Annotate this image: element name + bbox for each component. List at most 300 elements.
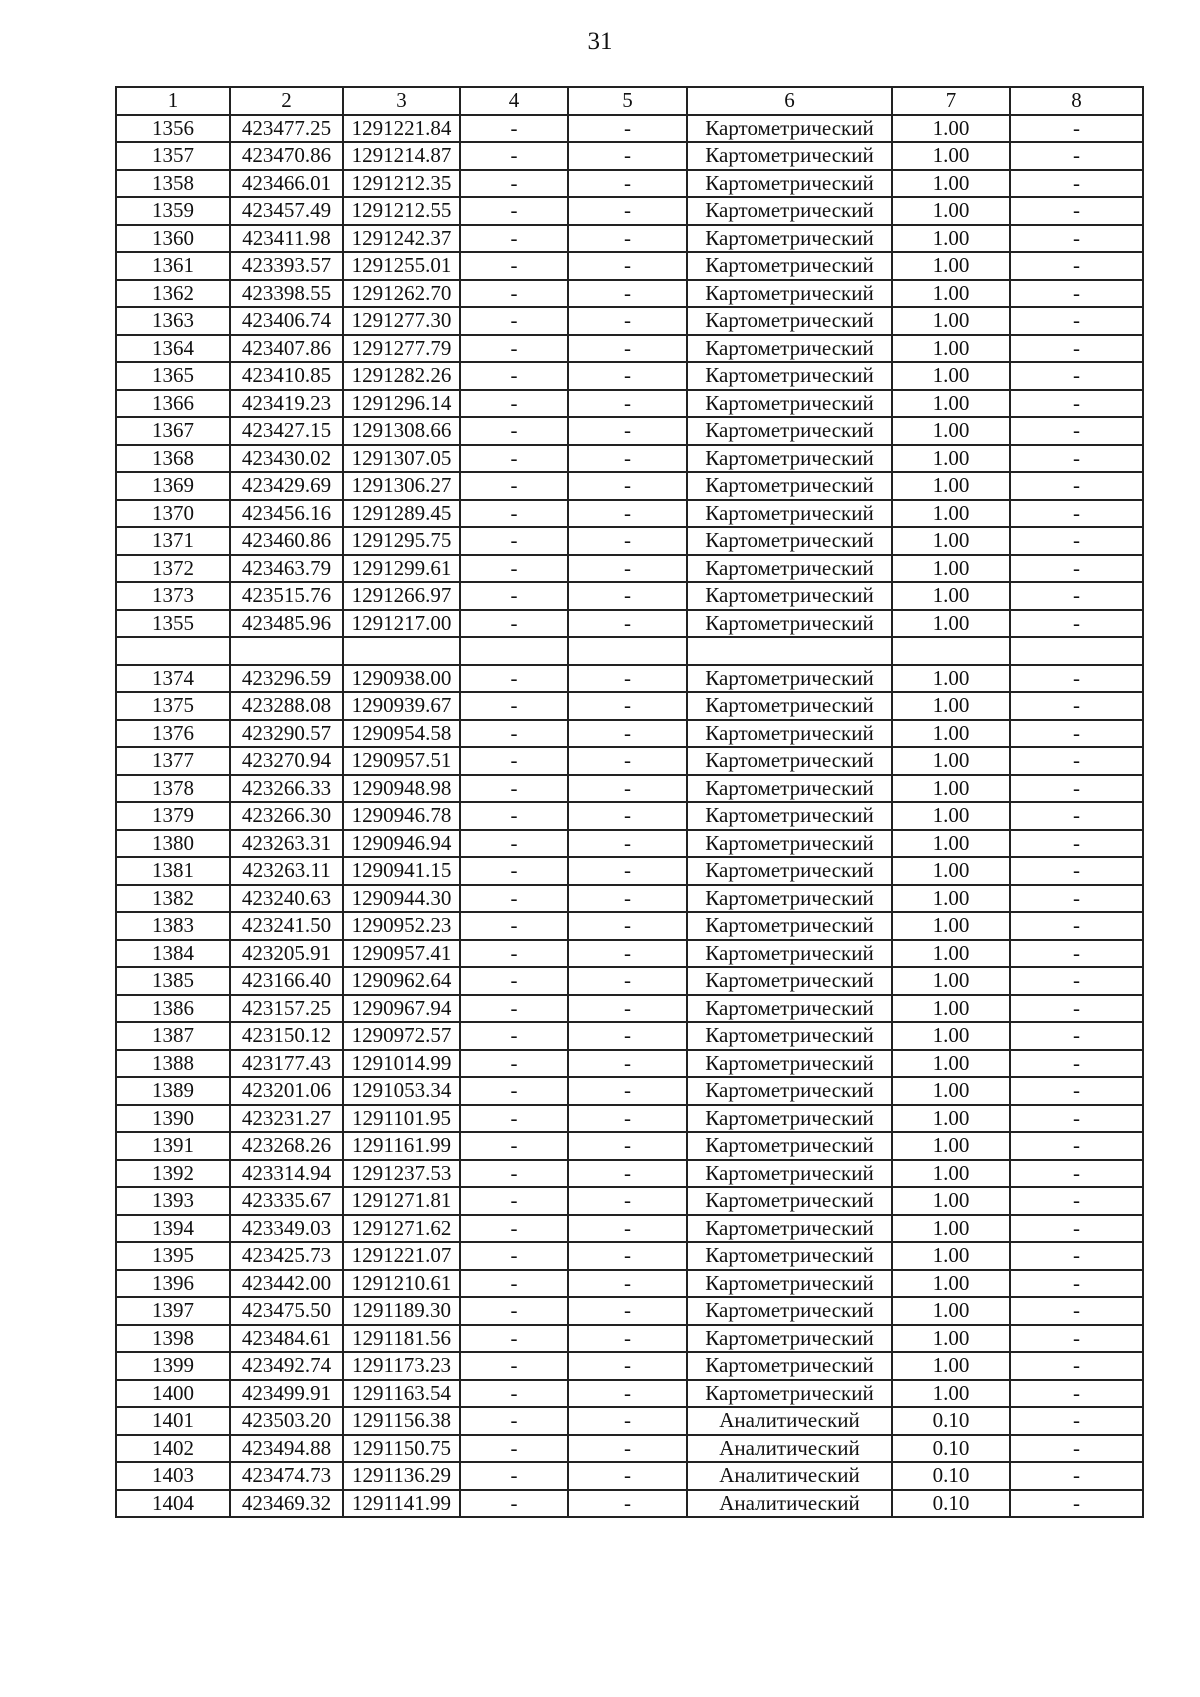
x-coordinate-cell: 423475.50 <box>230 1297 343 1325</box>
col4-cell: - <box>460 1325 568 1353</box>
x-coordinate-cell: 423266.33 <box>230 775 343 803</box>
table-row <box>116 857 1143 885</box>
y-coordinate-cell: 1290967.94 <box>343 995 460 1023</box>
y-coordinate-cell: 1291266.97 <box>343 582 460 610</box>
col5-cell: - <box>568 1380 687 1408</box>
table-row <box>116 1132 1143 1160</box>
method-cell: Картометрический <box>687 665 892 693</box>
point-number-cell: 1402 <box>116 1435 230 1463</box>
y-coordinate-cell: 1291217.00 <box>343 610 460 638</box>
point-number-cell: 1371 <box>116 527 230 555</box>
col5-cell: - <box>568 857 687 885</box>
col4-cell: - <box>460 775 568 803</box>
y-coordinate-cell: 1291014.99 <box>343 1050 460 1078</box>
method-cell: Картометрический <box>687 720 892 748</box>
accuracy-cell: 1.00 <box>892 1242 1010 1270</box>
col5-cell: - <box>568 1490 687 1518</box>
col5-cell: - <box>568 335 687 363</box>
col4-cell: - <box>460 1435 568 1463</box>
y-coordinate-cell: 1290938.00 <box>343 665 460 693</box>
y-coordinate-cell: 1290962.64 <box>343 967 460 995</box>
col5-cell: - <box>568 967 687 995</box>
method-cell: Картометрический <box>687 995 892 1023</box>
x-coordinate-cell: 423266.30 <box>230 802 343 830</box>
method-cell: Картометрический <box>687 335 892 363</box>
accuracy-cell: 1.00 <box>892 225 1010 253</box>
accuracy-cell: 1.00 <box>892 1297 1010 1325</box>
accuracy-cell: 1.00 <box>892 1160 1010 1188</box>
coordinates-table <box>115 86 1144 1518</box>
y-coordinate-cell: 1291150.75 <box>343 1435 460 1463</box>
method-cell: Картометрический <box>687 775 892 803</box>
col8-cell: - <box>1010 775 1143 803</box>
x-coordinate-cell: 423515.76 <box>230 582 343 610</box>
point-number-cell: 1374 <box>116 665 230 693</box>
y-coordinate-cell: 1290957.51 <box>343 747 460 775</box>
col8-cell: - <box>1010 1132 1143 1160</box>
col4-cell: - <box>460 720 568 748</box>
y-coordinate-cell: 1290952.23 <box>343 912 460 940</box>
method-cell: Картометрический <box>687 280 892 308</box>
accuracy-cell: 1.00 <box>892 582 1010 610</box>
accuracy-cell: 1.00 <box>892 967 1010 995</box>
y-coordinate-cell: 1291282.26 <box>343 362 460 390</box>
method-cell: Картометрический <box>687 1050 892 1078</box>
col8-cell: - <box>1010 115 1143 143</box>
col8-cell <box>1010 637 1143 665</box>
col5-cell: - <box>568 472 687 500</box>
col8-cell: - <box>1010 720 1143 748</box>
method-cell: Картометрический <box>687 555 892 583</box>
col4-cell: - <box>460 527 568 555</box>
col4-cell: - <box>460 995 568 1023</box>
col5-cell: - <box>568 775 687 803</box>
table-row <box>116 830 1143 858</box>
accuracy-cell <box>892 637 1010 665</box>
table-row <box>116 637 1143 665</box>
point-number-cell: 1396 <box>116 1270 230 1298</box>
method-cell: Картометрический <box>687 1325 892 1353</box>
table-row <box>116 142 1143 170</box>
y-coordinate-cell: 1291271.81 <box>343 1187 460 1215</box>
col4-cell: - <box>460 170 568 198</box>
page-number: 31 <box>587 28 613 55</box>
col8-cell: - <box>1010 417 1143 445</box>
point-number-cell: 1368 <box>116 445 230 473</box>
table-row <box>116 170 1143 198</box>
col5-cell: - <box>568 940 687 968</box>
point-number-cell: 1395 <box>116 1242 230 1270</box>
x-coordinate-cell: 423503.20 <box>230 1407 343 1435</box>
x-coordinate-cell: 423429.69 <box>230 472 343 500</box>
method-cell <box>687 637 892 665</box>
table-row <box>116 1215 1143 1243</box>
col4-cell: - <box>460 940 568 968</box>
x-coordinate-cell: 423288.08 <box>230 692 343 720</box>
accuracy-cell: 1.00 <box>892 527 1010 555</box>
col4-cell: - <box>460 390 568 418</box>
col8-cell: - <box>1010 692 1143 720</box>
accuracy-cell: 1.00 <box>892 775 1010 803</box>
point-number-cell: 1361 <box>116 252 230 280</box>
col5-cell: - <box>568 1407 687 1435</box>
y-coordinate-cell: 1291308.66 <box>343 417 460 445</box>
col8-cell: - <box>1010 912 1143 940</box>
table-row <box>116 335 1143 363</box>
col5-cell: - <box>568 747 687 775</box>
accuracy-cell: 1.00 <box>892 720 1010 748</box>
col5-cell: - <box>568 142 687 170</box>
col8-cell: - <box>1010 1407 1143 1435</box>
accuracy-cell: 1.00 <box>892 170 1010 198</box>
method-cell: Картометрический <box>687 1352 892 1380</box>
col5-cell: - <box>568 995 687 1023</box>
col4-cell: - <box>460 1187 568 1215</box>
x-coordinate-cell: 423430.02 <box>230 445 343 473</box>
x-coordinate-cell: 423466.01 <box>230 170 343 198</box>
method-cell: Картометрический <box>687 252 892 280</box>
accuracy-cell: 1.00 <box>892 1215 1010 1243</box>
x-coordinate-cell: 423419.23 <box>230 390 343 418</box>
y-coordinate-cell: 1291271.62 <box>343 1215 460 1243</box>
x-coordinate-cell: 423177.43 <box>230 1050 343 1078</box>
x-coordinate-cell: 423499.91 <box>230 1380 343 1408</box>
method-cell: Картометрический <box>687 445 892 473</box>
point-number-cell: 1387 <box>116 1022 230 1050</box>
col4-cell: - <box>460 885 568 913</box>
col5-cell: - <box>568 830 687 858</box>
col5-cell: - <box>568 1160 687 1188</box>
point-number-cell: 1404 <box>116 1490 230 1518</box>
table-row <box>116 885 1143 913</box>
accuracy-cell: 1.00 <box>892 1022 1010 1050</box>
header-cell: 5 <box>568 87 687 115</box>
table-row <box>116 555 1143 583</box>
col4-cell: - <box>460 115 568 143</box>
accuracy-cell: 1.00 <box>892 1077 1010 1105</box>
col5-cell: - <box>568 1022 687 1050</box>
accuracy-cell: 1.00 <box>892 1325 1010 1353</box>
x-coordinate-cell: 423484.61 <box>230 1325 343 1353</box>
accuracy-cell: 1.00 <box>892 1187 1010 1215</box>
col5-cell: - <box>568 610 687 638</box>
col8-cell: - <box>1010 252 1143 280</box>
x-coordinate-cell: 423263.31 <box>230 830 343 858</box>
col5-cell: - <box>568 280 687 308</box>
header-cell: 3 <box>343 87 460 115</box>
point-number-cell: 1393 <box>116 1187 230 1215</box>
col4-cell: - <box>460 252 568 280</box>
x-coordinate-cell <box>230 637 343 665</box>
point-number-cell: 1399 <box>116 1352 230 1380</box>
method-cell: Картометрический <box>687 1105 892 1133</box>
method-cell: Картометрический <box>687 967 892 995</box>
col4-cell: - <box>460 1352 568 1380</box>
x-coordinate-cell: 423290.57 <box>230 720 343 748</box>
y-coordinate-cell: 1291262.70 <box>343 280 460 308</box>
method-cell: Картометрический <box>687 940 892 968</box>
col8-cell: - <box>1010 390 1143 418</box>
table-row <box>116 225 1143 253</box>
table-row <box>116 500 1143 528</box>
point-number-cell: 1367 <box>116 417 230 445</box>
col5-cell: - <box>568 362 687 390</box>
col4-cell: - <box>460 857 568 885</box>
accuracy-cell: 1.00 <box>892 885 1010 913</box>
table-row <box>116 1022 1143 1050</box>
accuracy-cell: 1.00 <box>892 1270 1010 1298</box>
col8-cell: - <box>1010 280 1143 308</box>
col8-cell: - <box>1010 885 1143 913</box>
col4-cell: - <box>460 802 568 830</box>
table-row <box>116 967 1143 995</box>
col4-cell: - <box>460 692 568 720</box>
col5-cell: - <box>568 1187 687 1215</box>
x-coordinate-cell: 423407.86 <box>230 335 343 363</box>
col4-cell: - <box>460 1242 568 1270</box>
y-coordinate-cell: 1291299.61 <box>343 555 460 583</box>
y-coordinate-cell: 1291221.07 <box>343 1242 460 1270</box>
accuracy-cell: 1.00 <box>892 197 1010 225</box>
x-coordinate-cell: 423470.86 <box>230 142 343 170</box>
y-coordinate-cell: 1291189.30 <box>343 1297 460 1325</box>
point-number-cell <box>116 637 230 665</box>
method-cell: Картометрический <box>687 225 892 253</box>
col4-cell: - <box>460 445 568 473</box>
point-number-cell: 1385 <box>116 967 230 995</box>
col8-cell: - <box>1010 610 1143 638</box>
point-number-cell: 1379 <box>116 802 230 830</box>
col8-cell: - <box>1010 197 1143 225</box>
col5-cell: - <box>568 527 687 555</box>
x-coordinate-cell: 423268.26 <box>230 1132 343 1160</box>
col5-cell: - <box>568 692 687 720</box>
col8-cell: - <box>1010 335 1143 363</box>
x-coordinate-cell: 423477.25 <box>230 115 343 143</box>
point-number-cell: 1392 <box>116 1160 230 1188</box>
accuracy-cell: 1.00 <box>892 1050 1010 1078</box>
x-coordinate-cell: 423393.57 <box>230 252 343 280</box>
col8-cell: - <box>1010 830 1143 858</box>
table-row <box>116 940 1143 968</box>
y-coordinate-cell: 1291277.30 <box>343 307 460 335</box>
x-coordinate-cell: 423425.73 <box>230 1242 343 1270</box>
col8-cell: - <box>1010 1380 1143 1408</box>
table-row <box>116 720 1143 748</box>
method-cell: Картометрический <box>687 1380 892 1408</box>
col8-cell: - <box>1010 555 1143 583</box>
col8-cell: - <box>1010 445 1143 473</box>
method-cell: Картометрический <box>687 527 892 555</box>
x-coordinate-cell: 423263.11 <box>230 857 343 885</box>
x-coordinate-cell: 423205.91 <box>230 940 343 968</box>
header-cell: 4 <box>460 87 568 115</box>
method-cell: Картометрический <box>687 115 892 143</box>
y-coordinate-cell: 1290957.41 <box>343 940 460 968</box>
table-row <box>116 1105 1143 1133</box>
point-number-cell: 1403 <box>116 1462 230 1490</box>
col4-cell: - <box>460 1462 568 1490</box>
point-number-cell: 1375 <box>116 692 230 720</box>
point-number-cell: 1398 <box>116 1325 230 1353</box>
col8-cell: - <box>1010 1050 1143 1078</box>
method-cell: Картометрический <box>687 912 892 940</box>
y-coordinate-cell: 1290941.15 <box>343 857 460 885</box>
accuracy-cell: 1.00 <box>892 1380 1010 1408</box>
table-row <box>116 1297 1143 1325</box>
col5-cell: - <box>568 1132 687 1160</box>
col5-cell: - <box>568 555 687 583</box>
accuracy-cell: 0.10 <box>892 1435 1010 1463</box>
x-coordinate-cell: 423398.55 <box>230 280 343 308</box>
method-cell: Картометрический <box>687 362 892 390</box>
point-number-cell: 1400 <box>116 1380 230 1408</box>
col4-cell: - <box>460 1407 568 1435</box>
table-row <box>116 582 1143 610</box>
table-row <box>116 747 1143 775</box>
y-coordinate-cell: 1291161.99 <box>343 1132 460 1160</box>
col4-cell: - <box>460 1132 568 1160</box>
point-number-cell: 1381 <box>116 857 230 885</box>
y-coordinate-cell: 1291141.99 <box>343 1490 460 1518</box>
table-row <box>116 1462 1143 1490</box>
table-row <box>116 1380 1143 1408</box>
table-row <box>116 527 1143 555</box>
col8-cell: - <box>1010 362 1143 390</box>
method-cell: Картометрический <box>687 1187 892 1215</box>
point-number-cell: 1378 <box>116 775 230 803</box>
point-number-cell: 1391 <box>116 1132 230 1160</box>
col8-cell: - <box>1010 1270 1143 1298</box>
point-number-cell: 1386 <box>116 995 230 1023</box>
col4-cell: - <box>460 472 568 500</box>
col5-cell: - <box>568 802 687 830</box>
col5-cell: - <box>568 1270 687 1298</box>
point-number-cell: 1373 <box>116 582 230 610</box>
x-coordinate-cell: 423240.63 <box>230 885 343 913</box>
method-cell: Картометрический <box>687 390 892 418</box>
table-row <box>116 445 1143 473</box>
col4-cell: - <box>460 1270 568 1298</box>
x-coordinate-cell: 423241.50 <box>230 912 343 940</box>
col8-cell: - <box>1010 472 1143 500</box>
col5-cell: - <box>568 1242 687 1270</box>
y-coordinate-cell: 1290939.67 <box>343 692 460 720</box>
y-coordinate-cell: 1291306.27 <box>343 472 460 500</box>
col4-cell: - <box>460 582 568 610</box>
col8-cell: - <box>1010 747 1143 775</box>
table-row <box>116 115 1143 143</box>
x-coordinate-cell: 423457.49 <box>230 197 343 225</box>
col5-cell: - <box>568 1215 687 1243</box>
point-number-cell: 1401 <box>116 1407 230 1435</box>
col8-cell: - <box>1010 1325 1143 1353</box>
point-number-cell: 1362 <box>116 280 230 308</box>
table-row <box>116 1435 1143 1463</box>
point-number-cell: 1382 <box>116 885 230 913</box>
method-cell: Картометрический <box>687 170 892 198</box>
col8-cell: - <box>1010 307 1143 335</box>
x-coordinate-cell: 423442.00 <box>230 1270 343 1298</box>
point-number-cell: 1364 <box>116 335 230 363</box>
y-coordinate-cell: 1290946.78 <box>343 802 460 830</box>
col5-cell: - <box>568 1050 687 1078</box>
table-row <box>116 362 1143 390</box>
y-coordinate-cell: 1291173.23 <box>343 1352 460 1380</box>
col8-cell: - <box>1010 857 1143 885</box>
x-coordinate-cell: 423150.12 <box>230 1022 343 1050</box>
y-coordinate-cell <box>343 637 460 665</box>
y-coordinate-cell: 1291210.61 <box>343 1270 460 1298</box>
table-row <box>116 1325 1143 1353</box>
point-number-cell: 1357 <box>116 142 230 170</box>
col4-cell: - <box>460 1160 568 1188</box>
method-cell: Картометрический <box>687 142 892 170</box>
table-row <box>116 307 1143 335</box>
table-row <box>116 610 1143 638</box>
point-number-cell: 1372 <box>116 555 230 583</box>
col5-cell: - <box>568 115 687 143</box>
method-cell: Картометрический <box>687 1132 892 1160</box>
method-cell: Картометрический <box>687 1242 892 1270</box>
point-number-cell: 1365 <box>116 362 230 390</box>
accuracy-cell: 1.00 <box>892 912 1010 940</box>
col8-cell: - <box>1010 802 1143 830</box>
col4-cell: - <box>460 280 568 308</box>
col5-cell: - <box>568 1462 687 1490</box>
col8-cell: - <box>1010 995 1143 1023</box>
table-row <box>116 197 1143 225</box>
col4-cell: - <box>460 1022 568 1050</box>
col4-cell: - <box>460 912 568 940</box>
accuracy-cell: 1.00 <box>892 252 1010 280</box>
col5-cell: - <box>568 1077 687 1105</box>
method-cell: Картометрический <box>687 1077 892 1105</box>
col8-cell: - <box>1010 1215 1143 1243</box>
x-coordinate-cell: 423427.15 <box>230 417 343 445</box>
accuracy-cell: 1.00 <box>892 500 1010 528</box>
y-coordinate-cell: 1291277.79 <box>343 335 460 363</box>
y-coordinate-cell: 1291296.14 <box>343 390 460 418</box>
x-coordinate-cell: 423201.06 <box>230 1077 343 1105</box>
col4-cell: - <box>460 335 568 363</box>
table-row <box>116 1407 1143 1435</box>
header-cell: 2 <box>230 87 343 115</box>
x-coordinate-cell: 423157.25 <box>230 995 343 1023</box>
col4-cell: - <box>460 610 568 638</box>
col8-cell: - <box>1010 582 1143 610</box>
y-coordinate-cell: 1291212.35 <box>343 170 460 198</box>
point-number-cell: 1383 <box>116 912 230 940</box>
point-number-cell: 1366 <box>116 390 230 418</box>
col8-cell: - <box>1010 1490 1143 1518</box>
col5-cell: - <box>568 665 687 693</box>
header-cell: 8 <box>1010 87 1143 115</box>
col8-cell: - <box>1010 1297 1143 1325</box>
col8-cell: - <box>1010 1435 1143 1463</box>
accuracy-cell: 1.00 <box>892 280 1010 308</box>
accuracy-cell: 1.00 <box>892 307 1010 335</box>
header-cell: 7 <box>892 87 1010 115</box>
x-coordinate-cell: 423406.74 <box>230 307 343 335</box>
col5-cell: - <box>568 1325 687 1353</box>
accuracy-cell: 1.00 <box>892 335 1010 363</box>
table-row <box>116 802 1143 830</box>
x-coordinate-cell: 423296.59 <box>230 665 343 693</box>
y-coordinate-cell: 1290946.94 <box>343 830 460 858</box>
y-coordinate-cell: 1291255.01 <box>343 252 460 280</box>
col8-cell: - <box>1010 1160 1143 1188</box>
